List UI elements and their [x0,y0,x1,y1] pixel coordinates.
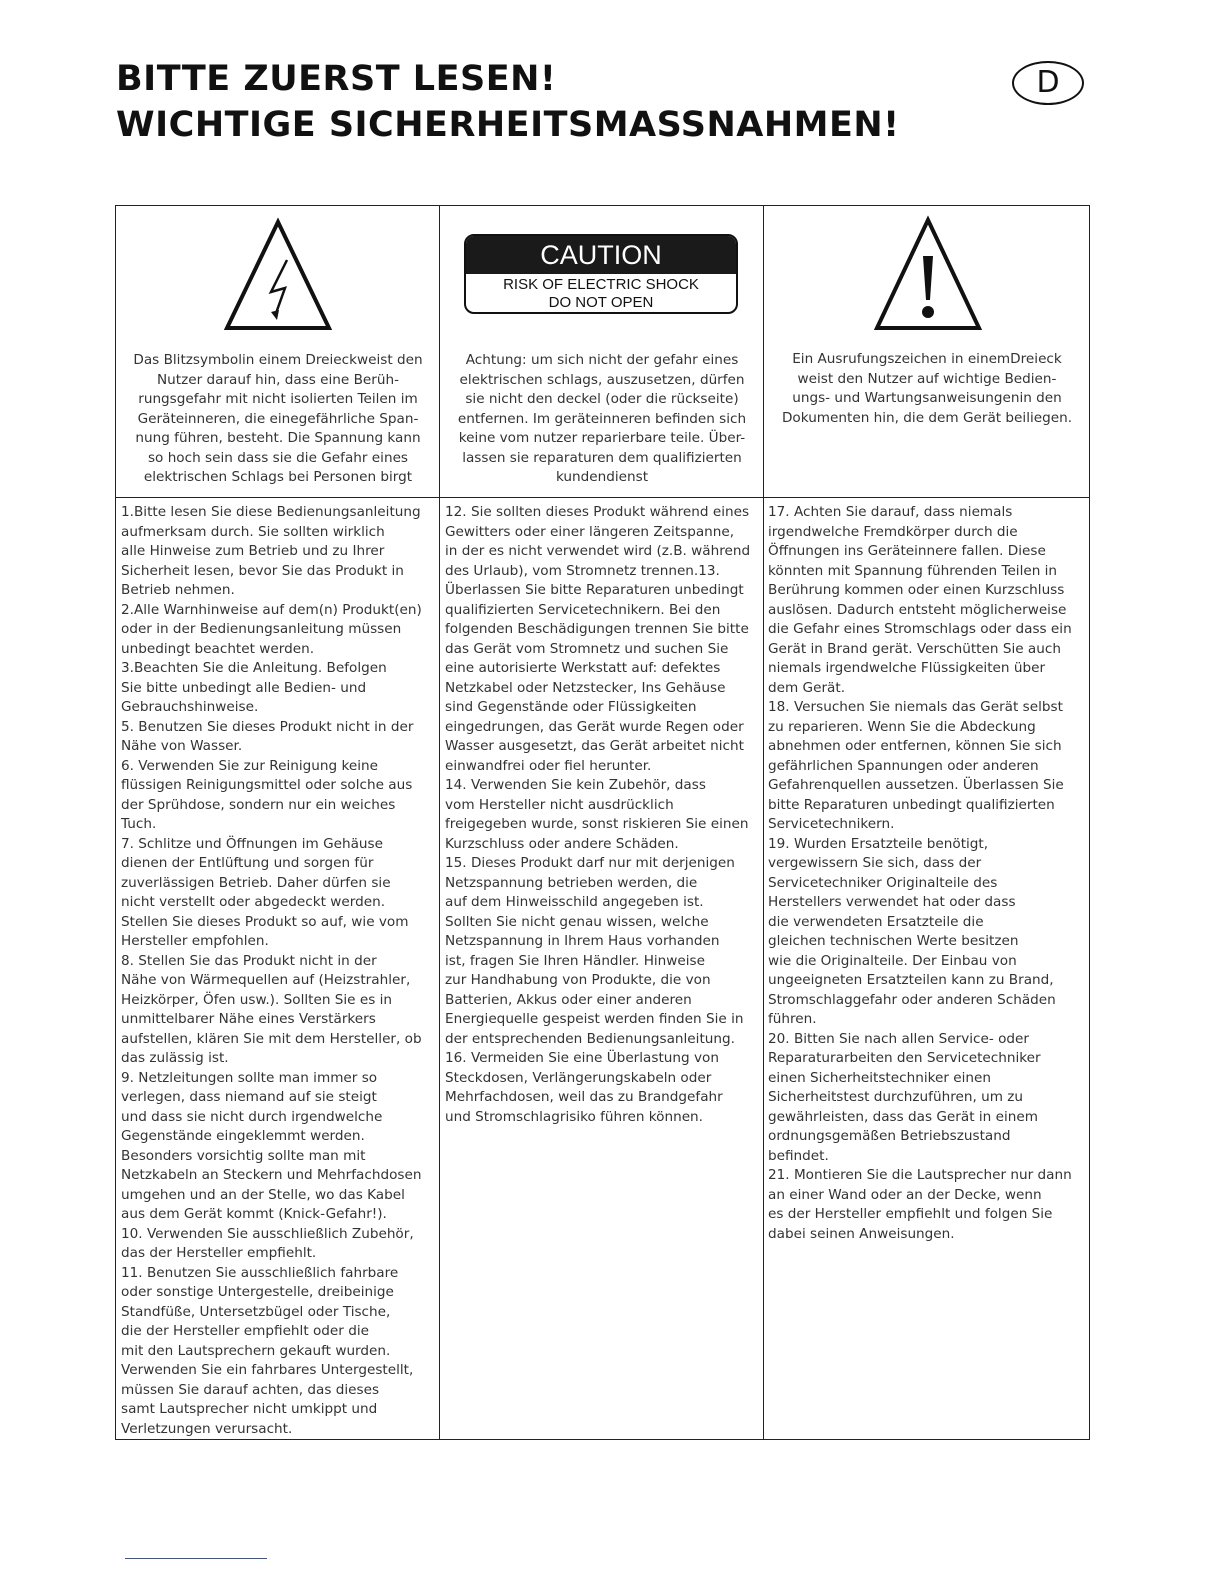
caution-label [464,234,738,314]
title-line-1: BITTE ZUERST LESEN! [116,59,557,99]
language-badge: D [1012,61,1084,105]
column-divider-1 [439,206,440,1439]
caution-title: CAUTION [466,236,736,274]
instructions-column-right: 17. Achten Sie darauf, dass niemals irgendwelche Fremdkörper durch die Öffnungen ins Geräteinnere fallen. Diese könnten mit Spannung führenden Teilen in Berührung kommen oder einen Kurzschluss auslösen. Dadurch entsteht möglicherweise die Gefahr eines Stromschlags oder dass ein Gerät in Brand gerät. Verschütten Sie auch niemals irgendwelche Flüssigkeiten über dem Gerät. 18. Versuchen Sie niemals das Gerät selbst zu reparieren. Wenn Sie die Abdeckung abnehmen oder entfernen, können Sie sich gefährlichen Spannungen oder anderen Gefahrenquellen aussetzen. Überlassen Sie bitte Reparaturen unbedingt qualifizierten Servicetechnikern. 19. Wurden Ersatzteile benötigt, vergewissern Sie sich, dass der Servicetechniker Originalteile des Herstellers verwendet hat oder dass die verwendeten Ersatzteile die gleichen technischen Werte besitzen wie die Originalteile. Der Einbau von ungeeigneten Ersatzteilen kann zu Brand, Stromschlaggefahr oder anderen Schäden führen. 20. Bitten Sie nach allen Service- oder Reparaturarbeiten den Servicetechniker einen Sicherheitstechniker einen Sicherheitstest durchzuführen, um zu gewährleisten, dass das Gerät in einem ordnungsgemäßen Betriebszustand befindet. 21. Montieren Sie die Lautsprecher nur dann an einer Wand oder an der Decke, wenn es der Hersteller empfiehlt und folgen Sie dabei seinen Anweisungen. [768,504,1072,1242]
caution-description: Achtung: um sich nicht der gefahr eines elektrischen schlags, auszusetzen, dürfen sie nicht den deckel (oder die rückseite) entfernen. Im geräteinneren befinden sich keine vom nutzer reparierbare teile. Über- lassen sie reparaturen dem qualifizierten kundendienst [457,352,747,485]
lightning-description: Das Blitzsymbolin einem Dreieckweist den Nutzer darauf hin, dass eine Berüh- rungsgefahr mit nicht isolierten Teilen im Geräteinneren, die einegefährliche Span- nung führen, besteht. Die Spannung kann so hoch sein dass sie die Gefahr eines elektrischen Schlags bei Personen birgt [133,352,423,485]
row-divider [116,497,1089,498]
column-divider-2 [763,206,764,1439]
title-line-2: WICHTIGE SICHERHEITSMASSNAHMEN! [116,105,900,145]
instructions-column-left: 1.Bitte lesen Sie diese Bedienungsanleitung aufmerksam durch. Sie sollten wirklich alle Hinweise zum Betrieb und zu Ihrer Sicherheit lesen, bevor Sie das Produkt in Betrieb nehmen. 2.Alle Warnhinweise auf dem(n) Produkt(en) oder in der Bedienungsanleitung müssen unbedingt beachtet werden. 3.Beachten Sie die Anleitung. Befolgen Sie bitte unbedingt alle Bedien- und Gebrauchshinweise. 5. Benutzen Sie dieses Produkt nicht in der Nähe von Wasser. 6. Verwenden Sie zur Reinigung keine flüssigen Reinigungsmittel oder solche aus der Sprühdose, sondern nur ein weiches Tuch. 7. Schlitze und Öffnungen im Gehäuse dienen der Entlüftung und sorgen für zuverlässigen Betrieb. Daher dürfen sie nicht verstellt oder abgedeckt werden. Stellen Sie dieses Produkt so auf, wie vom Hersteller empfohlen. 8. Stellen Sie das Produkt nicht in der Nähe von Wärmequellen auf (Heizstrahler, Heizkörper, Öfen usw.). Sollten Sie es in unmittelbarer Nähe eines Verstärkers aufstellen, klären Sie mit dem Hersteller, ob das zulässig ist. 9. Netzleitungen sollte man immer so verlegen, dass niemand auf sie steigt und dass sie nicht durch irgendwelche Gegenstände eingeklemmt werden. Besonders vorsichtig sollte man mit Netzkabeln an Steckern und Mehrfachdosen umgehen und an der Stelle, wo das Kabel aus dem Gerät kommt (Knick-Gefahr!). 10. Verwenden Sie ausschließlich Zubehör, das der Hersteller empfiehlt. 11. Benutzen Sie ausschließlich fahrbare oder sonstige Untergestelle, dreibeinige Standfüße, Untersetzbügel oder Tische, die der Hersteller empfiehlt oder die mit den Lautsprechern gekauft wurden. Verwenden Sie ein fahrbares Untergestellt, müssen Sie darauf achten, das dieses samt Lautsprecher nicht umkippt und Verletzungen verursacht. [121,504,422,1437]
footer-rule [125,1558,267,1559]
caution-line-1: RISK OF ELECTRIC SHOCK [503,276,699,293]
exclamation-triangle-icon [871,214,985,334]
exclamation-description: Ein Ausrufungszeichen in einemDreieck weist den Nutzer auf wichtige Bedien- ungs- und Wartungsanweisungenin den Dokumenten hin, die dem Gerät beiliegen. [781,351,1073,426]
page-title [116,56,900,148]
safety-table [115,205,1090,1440]
caution-line-2: DO NOT OPEN [548,294,654,311]
lightning-triangle-icon [221,216,335,334]
instructions-column-middle: 12. Sie sollten dieses Produkt während eines Gewitters oder einer längeren Zeitspanne, in der es nicht verwendet wird (z.B. während des Urlaub), vom Stromnetz trennen.13. Überlassen Sie bitte Reparaturen unbedingt qualifizierten Servicetechnikern. Bei den folgenden Beschädigungen trennen Sie bitte das Gerät vom Stromnetz und suchen Sie eine autorisierte Werkstatt auf: defektes Netzkabel oder Netzstecker, Ins Gehäuse sind Gegenstände oder Flüssigkeiten eingedrungen, das Gerät wurde Regen oder Wasser ausgesetzt, das Gerät arbeitet nicht einwandfrei oder fiel herunter. 14. Verwenden Sie kein Zubehör, dass vom Hersteller nicht ausdrücklich freigegeben wurde, sonst riskieren Sie einen Kurzschluss oder andere Schäden. 15. Dieses Produkt darf nur mit derjenigen Netzspannung betrieben werden, die auf dem Hinweisschild angegeben ist. Sollten Sie nicht genau wissen, welche Netzspannung in Ihrem Haus vorhanden ist, fragen Sie Ihren Händler. Hinweise zur Handhabung von Produkte, die von Batterien, Akkus oder einer anderen Energiequelle gespeist werden finden Sie in der entsprechenden Bedienungsanleitung. 16. Vermeiden Sie eine Überlastung von Steckdosen, Verlängerungskabeln oder Mehrfachdosen, weil das zu Brandgefahr und Stromschlagrisiko führen können. [445,504,751,1125]
